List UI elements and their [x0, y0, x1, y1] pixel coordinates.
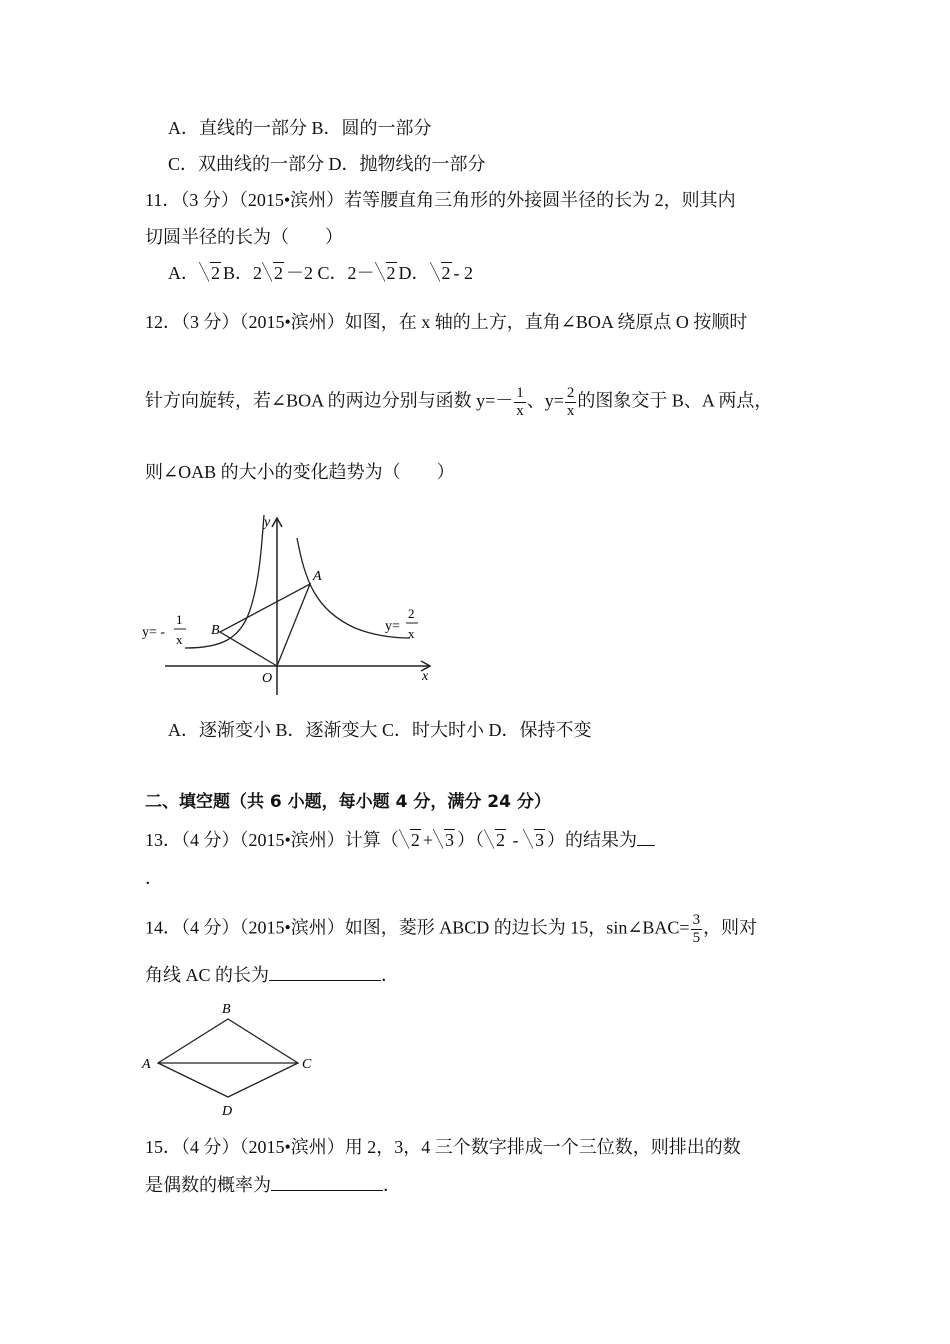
right-curve-label: y= [385, 619, 400, 634]
rhombus-abcd [158, 1019, 298, 1097]
q11-stem-line2: 切圆半径的长为（ ） [145, 227, 343, 247]
q12-stem-line1: 12．（3 分）（2015•滨州）如图，在 x 轴的上方，直角∠BOA 绕原点 O 按顺时 [145, 312, 748, 332]
left-curve-label: y= - [142, 625, 166, 640]
q11-opt-d-label: D． [398, 263, 430, 283]
section-title: 二、填空题（共 6 小题，每小题 4 分，满分 24 分） [145, 792, 551, 812]
q13-plus: + [422, 830, 433, 850]
triangle-oab [220, 584, 310, 666]
q13-radicand-1: 2 [410, 830, 420, 850]
q12-options: A．逐渐变小 B．逐渐变大 C．时大时小 D．保持不变 [168, 720, 592, 740]
fraction-denominator: 5 [692, 930, 701, 946]
q14-prefix: 14．（4 分）（2015•滨州）如图，菱形 ABCD 的边长为 15，sin∠BAC= [145, 917, 690, 938]
q13-prefix: 13．（4 分）（2015•滨州）计算（ [145, 830, 399, 850]
q11-opt-a-label: A． [168, 263, 199, 283]
axis-y-label: y [264, 515, 271, 530]
vertex-b-label: B [222, 1002, 231, 1017]
sqrt-symbol [399, 828, 421, 852]
q11-opt-d-radicand: 2 [441, 263, 451, 283]
sqrt-symbol [262, 261, 284, 285]
q13-answer-blank[interactable] [637, 827, 655, 846]
fraction [514, 385, 526, 420]
fraction-denominator: x [516, 403, 524, 419]
q15-end: ． [383, 1175, 401, 1195]
vertex-d-label: D [222, 1104, 233, 1119]
q10-options-line1: A．直线的一部分 B．圆的一部分 [168, 118, 432, 138]
q11-opt-b-radicand: 2 [274, 263, 284, 283]
q15-stem-line2 [145, 1172, 401, 1197]
q11-opt-a-radicand: 2 [211, 263, 220, 283]
q11-opt-b-label: B．2 [223, 263, 263, 283]
sqrt-symbol [430, 261, 452, 285]
sqrt-symbol [433, 828, 455, 852]
q11-options [168, 261, 473, 285]
q14-end: ． [381, 965, 400, 985]
q13-mid: ）（ [456, 830, 484, 850]
fraction-numerator: 2 [566, 385, 575, 401]
q11-opt-d-tail: - 2 [453, 263, 474, 283]
point-a-label: A [313, 569, 322, 584]
origin-label: O [262, 671, 273, 686]
q15-stem-line1: 15．（4 分）（2015•滨州）用 2，3，4 三个数字排成一个三位数，则排出的数 [145, 1137, 741, 1157]
q14-answer-blank[interactable] [269, 962, 381, 981]
fraction-numerator: 3 [692, 912, 701, 928]
right-curve-den: x [408, 626, 415, 641]
q12-text-a: 针方向旋转，若∠BOA 的两边分别与函数 y=－ [145, 390, 514, 411]
q10-options-line2: C．双曲线的一部分 D．抛物线的一部分 [168, 154, 486, 174]
q14-line2-text: 角线 AC 的长为 [145, 965, 270, 985]
q11-stem-line1: 11．（3 分）（2015•滨州）若等腰直角三角形的外接圆半径的长为 2，则其内 [145, 190, 736, 210]
q13-stem [145, 827, 655, 852]
fraction-numerator: 1 [516, 385, 524, 401]
q11-opt-b-tail: －2 C．2－ [286, 263, 375, 283]
sqrt-symbol [199, 261, 221, 285]
q15-answer-blank[interactable] [271, 1172, 383, 1191]
q12-stem-line2 [145, 385, 772, 420]
q13-radicand-2: 3 [444, 830, 454, 850]
vertex-a-label: A [142, 1057, 151, 1072]
q15-line2-text: 是偶数的概率为 [145, 1175, 271, 1195]
q13-suffix: ）的结果为 [546, 830, 637, 850]
q14-suffix: ，则对 [703, 917, 758, 938]
q13-radicand-4: 3 [534, 830, 544, 850]
q13-end: ． [145, 868, 163, 888]
q14-stem-line2 [145, 962, 399, 987]
point-b-label: B [211, 623, 220, 638]
axis-x-label: x [422, 669, 429, 684]
sqrt-symbol [375, 261, 397, 285]
fraction [691, 912, 703, 947]
q13-minus: - [507, 830, 523, 850]
fraction-denominator: x [566, 403, 575, 419]
q12-stem-line3: 则∠OAB 的大小的变化趋势为（ ） [145, 462, 455, 482]
q13-radicand-3: 2 [495, 830, 505, 850]
fraction [565, 385, 577, 420]
sqrt-symbol [484, 828, 506, 852]
left-curve-den: x [176, 632, 183, 647]
q12-text-b: 、y= [526, 390, 564, 411]
right-curve-num: 2 [408, 606, 415, 621]
q14-stem-line1 [145, 912, 757, 947]
vertex-c-label: C [302, 1057, 312, 1072]
q11-opt-c-radicand: 2 [386, 263, 396, 283]
curve-neg-one-over-x [185, 515, 264, 648]
rhombus-diagram [140, 997, 320, 1119]
q12-graph [140, 510, 440, 695]
left-curve-num: 1 [176, 612, 183, 627]
q12-text-c: 的图象交于 B、A 两点， [577, 390, 773, 411]
sqrt-symbol [523, 828, 545, 852]
